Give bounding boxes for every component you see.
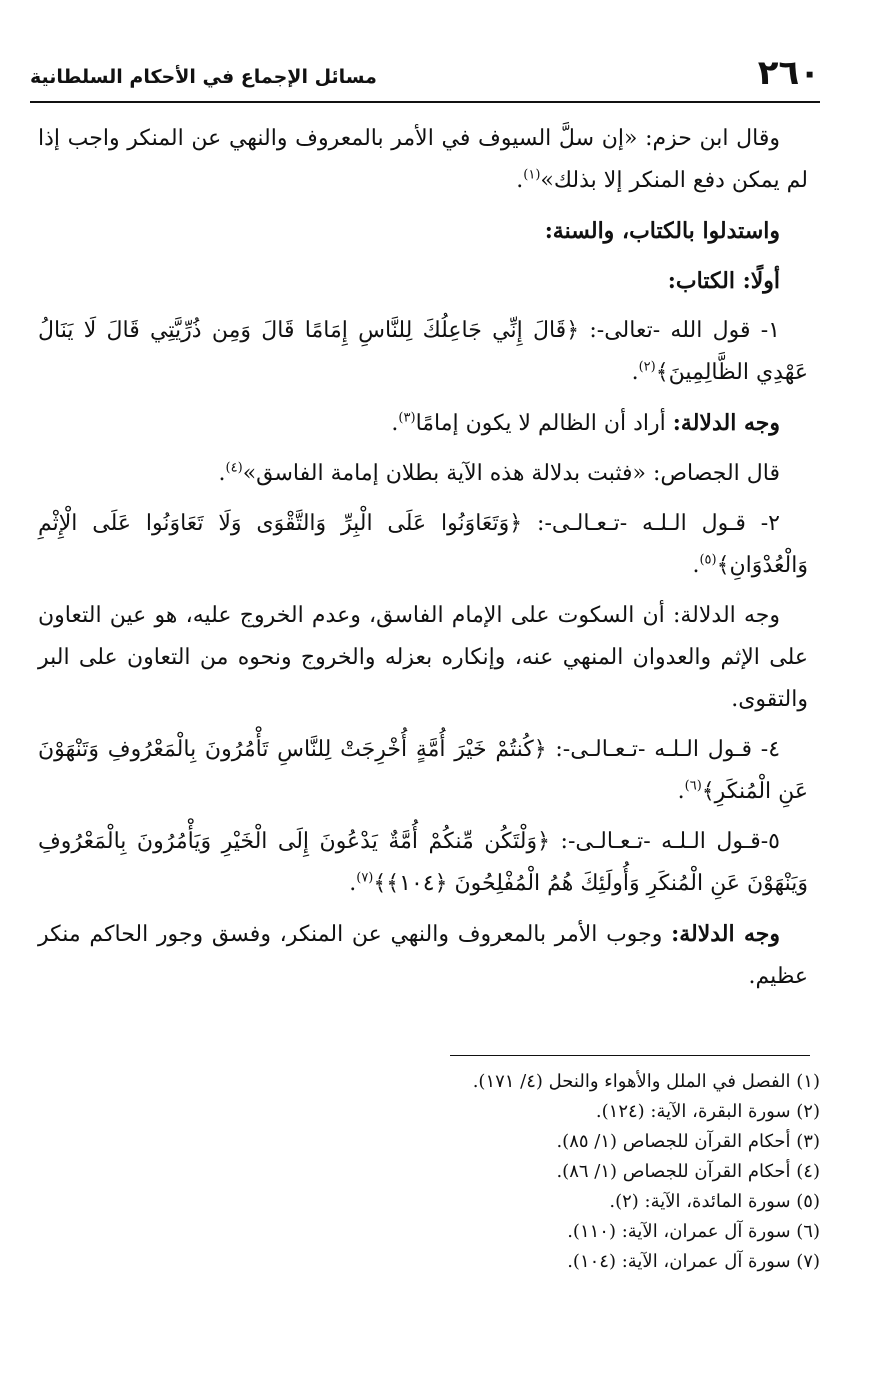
page-number: ٢٦٠	[757, 53, 820, 93]
footnote-separator	[450, 1055, 810, 1056]
evidence-item-5: ٥-قـول الـلـه -تـعـالـى-: ﴿وَلْتَكُن مِّنكُمْ أُمَّةٌ يَدْعُونَ إِلَى الْخَيْرِ وَيَأْمُرُونَ بِالْمَعْرُوفِ وَيَنْهَوْنَ عَنِ الْمُنكَرِ وَأُولَئِكَ هُمُ الْمُفْلِحُونَ ﴿١٠٤﴾﴾$^{(٧)}$.	[38, 829, 808, 896]
quran-verse: ﴿قَالَ إِنِّي جَاعِلُكَ لِلنَّاسِ إِمَامًا قَالَ وَمِن ذُرِّيَّتِي قَالَ لَا يَنَالُ عَهْدِي الظَّالِمِينَ﴾	[38, 318, 808, 385]
quran-verse: ﴿وَتَعَاوَنُوا عَلَى الْبِرِّ وَالتَّقْوَى وَلَا تَعَاوَنُوا عَلَى الْإِثْمِ وَالْعُدْوَانِ﴾	[38, 511, 808, 578]
header-rule	[30, 101, 820, 103]
footnote-5: (٥) سورة المائدة، الآية: (٢).	[609, 1191, 820, 1212]
evidence-item-2: ٢- قـول الـلـه -تـعـالـى-: ﴿وَتَعَاوَنُوا عَلَى الْبِرِّ وَالتَّقْوَى وَلَا تَعَاوَنُوا عَلَى الْإِثْمِ وَالْعُدْوَانِ﴾$^{(٥)}$.	[38, 511, 808, 578]
footnote-ref: (١)	[523, 167, 541, 183]
evidence-item-4: ٤- قـول الـلـه -تـعـالـى-: ﴿كُنتُمْ خَيْرَ أُمَّةٍ أُخْرِجَتْ لِلنَّاسِ تَأْمُرُونَ بِالْمَعْرُوفِ وَتَنْهَوْنَ عَنِ الْمُنكَرِ﴾$^{(٦)}$.	[38, 737, 808, 804]
indication-2: وجه الدلالة: أن السكوت على الإمام الفاسق، وعدم الخروج عليه، هو عين التعاون على الإثم والعدوان المنهي عنه، وإنكاره بعزله والخروج ونحوه من التعاون على البر والتقوى.	[38, 603, 808, 712]
jassas-quote: قال الجصاص: «فثبت بدلالة هذه الآية بطلان إمامة الفاسق»$^{(٤)}$.	[218, 460, 780, 486]
running-title: مسائل الإجماع في الأحكام السلطانية	[30, 66, 377, 88]
footnote-ref: (٦)	[684, 778, 702, 794]
footnote-ref: (٤)	[225, 460, 243, 476]
footnote-ref: (٥)	[699, 552, 717, 568]
evidence-item-1: ١- قول الله -تعالى-: ﴿قَالَ إِنِّي جَاعِلُكَ لِلنَّاسِ إِمَامًا قَالَ وَمِن ذُرِّيَّتِي قَالَ لَا يَنَالُ عَهْدِي الظَّالِمِينَ﴾$^{(٢)}$.	[38, 318, 808, 385]
footnote-7: (٧) سورة آل عمران، الآية: (١٠٤).	[567, 1251, 820, 1272]
footnotes	[60, 1067, 820, 1277]
section-heading: واستدلوا بالكتاب، والسنة:	[544, 218, 780, 244]
paragraph-ibn-hazm: وقال ابن حزم: «إن سلَّ السيوف في الأمر بالمعروف والنهي عن المنكر واجب إذا لم يمكن دفع المنكر إلا بذلك»$^{(١)}$.	[38, 126, 808, 193]
indication-3: وجه الدلالة: وجوب الأمر بالمعروف والنهي عن المنكر، وفسق وجور الحاكم منكر عظيم.	[38, 921, 808, 989]
footnote-ref: (٢)	[638, 359, 656, 375]
quran-verse: ﴿كُنتُمْ خَيْرَ أُمَّةٍ أُخْرِجَتْ لِلنَّاسِ تَأْمُرُونَ بِالْمَعْرُوفِ وَتَنْهَوْنَ عَنِ الْمُنكَرِ﴾	[38, 737, 808, 804]
footnote-4: (٤) أحكام القرآن للجصاص (١/ ٨٦).	[556, 1161, 820, 1182]
footnote-6: (٦) سورة آل عمران، الآية: (١١٠).	[567, 1221, 820, 1242]
footnote-ref: (٧)	[356, 870, 374, 886]
quran-verse: ﴿وَلْتَكُن مِّنكُمْ أُمَّةٌ يَدْعُونَ إِلَى الْخَيْرِ وَيَأْمُرُونَ بِالْمَعْرُوفِ وَيَنْهَوْنَ عَنِ الْمُنكَرِ وَأُولَئِكَ هُمُ الْمُفْلِحُونَ ﴿١٠٤﴾﴾	[38, 829, 808, 896]
indication-1: وجه الدلالة: أراد أن الظالم لا يكون إمامًا$^{(٣)}$.	[391, 410, 780, 436]
footnote-2: (٢) سورة البقرة، الآية: (١٢٤).	[595, 1101, 820, 1122]
page-header	[30, 52, 820, 102]
footnote-ref: (٣)	[398, 410, 416, 426]
footnote-3: (٣) أحكام القرآن للجصاص (١/ ٨٥).	[556, 1131, 820, 1152]
subsection-heading: أولًا: الكتاب:	[667, 268, 780, 294]
footnote-1: (١) الفصل في الملل والأهواء والنحل (٤/ ١٧١).	[472, 1071, 820, 1092]
main-text	[38, 118, 808, 1006]
